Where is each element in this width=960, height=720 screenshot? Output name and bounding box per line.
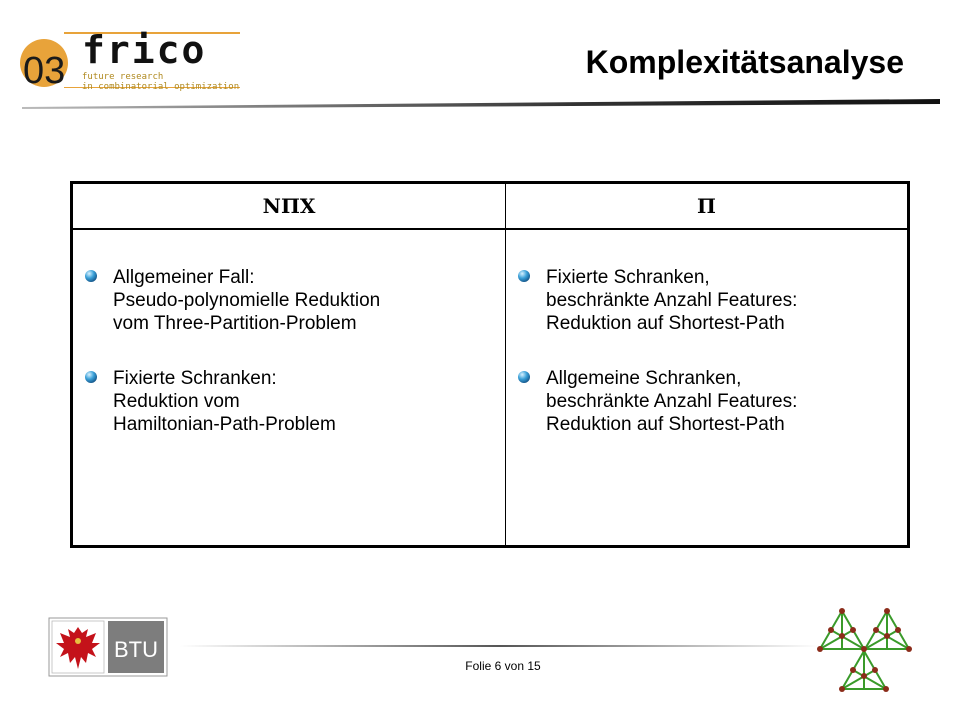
logo-tagline-1: future research xyxy=(82,72,164,82)
left-cell xyxy=(72,229,506,547)
bullet-sphere-icon xyxy=(518,270,530,282)
bullet-sphere-icon xyxy=(85,371,97,383)
triangle-graph-icon xyxy=(812,603,927,695)
frico-logo xyxy=(18,30,248,94)
right-cell xyxy=(506,229,909,547)
slide-number: Folie 6 von 15 xyxy=(465,659,541,673)
list-item-line: Fixierte Schranken, xyxy=(546,267,710,288)
list-item xyxy=(518,266,897,335)
list-item xyxy=(85,266,495,335)
list-item-line: Allgemeine Schranken, xyxy=(546,368,742,389)
col-header-pi: Π xyxy=(506,183,909,230)
logo-number: 03 xyxy=(23,50,66,88)
bullet-sphere-icon xyxy=(85,270,97,282)
list-item-line: beschränkte Anzahl Features: xyxy=(546,290,798,311)
list-item-line: Reduktion auf Shortest-Path xyxy=(546,414,785,435)
right-bullet-list xyxy=(506,230,907,436)
list-item-line: Reduktion auf Shortest-Path xyxy=(546,313,785,334)
btu-text: BTU xyxy=(114,637,158,662)
footer-divider xyxy=(180,643,820,649)
list-item-line: Fixierte Schranken: xyxy=(113,368,277,389)
bullet-sphere-icon xyxy=(518,371,530,383)
list-item-line: Hamiltonian-Path-Problem xyxy=(113,414,336,435)
list-item-line: Reduktion vom xyxy=(113,391,240,412)
complexity-table xyxy=(70,181,910,548)
list-item-line: Allgemeiner Fall: xyxy=(113,267,255,288)
list-item-line: beschränkte Anzahl Features: xyxy=(546,391,798,412)
left-bullet-list xyxy=(73,230,505,436)
slide-title: Komplexitätsanalyse xyxy=(585,44,904,80)
list-item xyxy=(85,367,495,436)
logo-name: frico xyxy=(82,28,207,72)
logo-tagline-2: in combinatorial optimization xyxy=(82,82,240,92)
list-item-line: vom Three-Partition-Problem xyxy=(113,313,357,334)
list-item xyxy=(518,367,897,436)
title-divider xyxy=(22,98,940,112)
list-item-line: Pseudo-polynomielle Reduktion xyxy=(113,290,381,311)
col-header-npx: NΠX xyxy=(72,183,506,230)
